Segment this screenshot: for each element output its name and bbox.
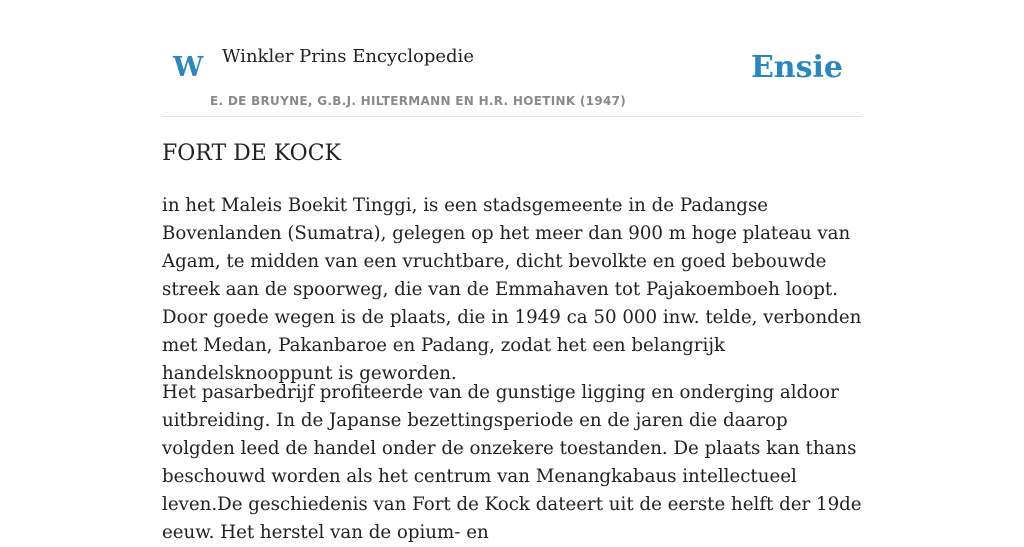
ensie-logo[interactable]: Ensie	[750, 50, 843, 85]
source-header	[162, 0, 862, 117]
document-page	[162, 0, 862, 543]
entry-paragraph-2: Het pasarbedrijf profiteerde van de gunstige ligging en onderging aldoor uitbreiding. In de Japanse bezettingsperiode en de jaren die daarop volgden leed de handel onder de onzekere toestanden. De plaats kan thans beschouwd worden als het centrum van Menangkabaus intellectueel leven.De geschiedenis van Fort de Kock dateert uit de eerste helft der 19de eeuw. Het herstel van de opium- en	[162, 382, 862, 543]
source-authors: E. DE BRUYNE, G.B.J. HILTERMANN EN H.R. HOETINK (1947)	[210, 94, 627, 108]
entry-title: FORT DE KOCK	[162, 141, 341, 166]
source-title[interactable]: Winkler Prins Encyclopedie	[222, 46, 474, 67]
winkler-prins-logo[interactable]: W	[173, 52, 204, 83]
entry-paragraph-1: in het Maleis Boekit Tinggi, is een stadsgemeente in de Padangse Bovenlanden (Sumatra), gelegen op het meer dan 900 m hoge plateau van Agam, te midden van een vruchtbare, dicht bevolkte en goed bebouwde streek aan de spoorweg, die van de Emmahaven tot Pajakoemboeh loopt. Door goede wegen is de plaats, die in 1949 ca 50 000 inw. telde, verbonden met Medan, Pakanbaroe en Padang, zodat het een belangrijk handelsknooppunt is geworden.	[162, 195, 862, 384]
